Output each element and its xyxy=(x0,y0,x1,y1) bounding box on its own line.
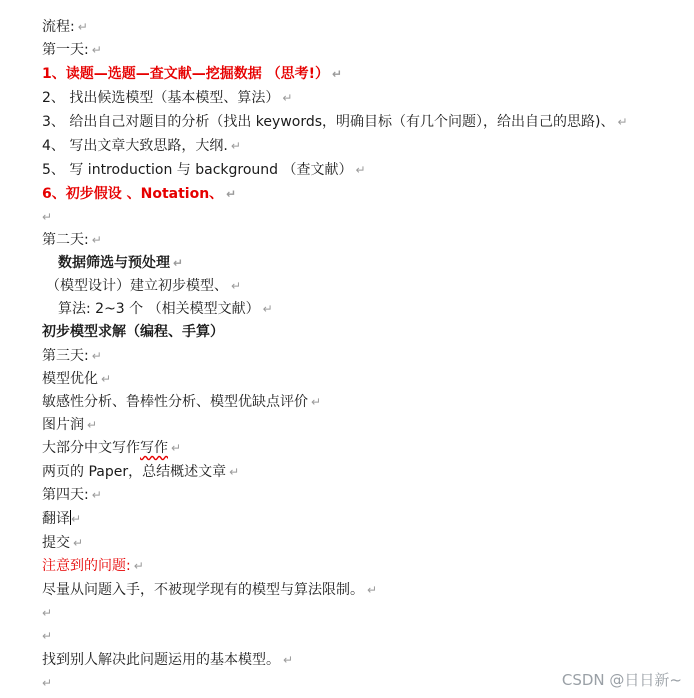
paragraph-mark-icon: ↵ xyxy=(42,629,53,643)
doc-line xyxy=(58,298,273,320)
paragraph-mark-icon: ↵ xyxy=(42,676,53,690)
doc-line xyxy=(58,252,183,274)
line-text: 第四天: xyxy=(42,487,89,503)
paragraph-mark-icon: ↵ xyxy=(91,488,102,502)
doc-line-empty xyxy=(42,625,52,647)
doc-line-highlight xyxy=(42,555,144,577)
paragraph-mark-icon: ↵ xyxy=(71,512,82,526)
line-text: 数据筛选与预处理 xyxy=(58,255,170,271)
doc-line xyxy=(42,159,366,181)
line-text: 第二天: xyxy=(42,232,89,248)
paragraph-mark-icon: ↵ xyxy=(91,233,102,247)
doc-line xyxy=(42,16,88,38)
paragraph-mark-icon: ↵ xyxy=(87,418,98,432)
line-text: 5、 写 introduction 与 background （查文献） xyxy=(42,162,353,178)
line-text: 6、初步假设 、Notation、 xyxy=(42,186,224,202)
doc-line xyxy=(42,39,102,61)
paragraph-mark-icon: ↵ xyxy=(226,187,237,201)
doc-line-highlight xyxy=(42,183,236,205)
paragraph-mark-icon: ↵ xyxy=(229,465,240,479)
line-text: 第一天: xyxy=(42,42,89,58)
doc-line xyxy=(42,368,111,390)
paragraph-mark-icon: ↵ xyxy=(230,139,241,153)
line-text: 1、读题—选题—查文献—挖掘数据 （思考!） xyxy=(42,66,329,82)
doc-line xyxy=(46,275,241,297)
doc-line-empty xyxy=(42,602,52,624)
paragraph-mark-icon: ↵ xyxy=(355,163,366,177)
paragraph-mark-icon: ↵ xyxy=(101,372,112,386)
doc-line xyxy=(42,484,102,506)
paragraph-mark-icon: ↵ xyxy=(173,256,184,270)
doc-line xyxy=(42,649,293,671)
line-text: 提交 xyxy=(42,535,70,551)
line-text: 模型优化 xyxy=(42,371,98,387)
paragraph-mark-icon: ↵ xyxy=(91,43,102,57)
line-text: 图片润 xyxy=(42,417,84,433)
line-text: 找到别人解决此问题运用的基本模型。 xyxy=(42,652,280,668)
doc-line xyxy=(42,229,102,251)
paragraph-mark-icon: ↵ xyxy=(171,441,182,455)
line-text: 大部分中文写作 xyxy=(42,440,140,456)
line-text: 第三天: xyxy=(42,348,89,364)
line-text: 2、 找出候选模型（基本模型、算法） xyxy=(42,90,280,106)
line-text: 初步模型求解（编程、手算） xyxy=(42,324,224,340)
paragraph-mark-icon: ↵ xyxy=(262,302,273,316)
paragraph-mark-icon: ↵ xyxy=(332,67,343,81)
doc-line xyxy=(42,532,83,554)
doc-line xyxy=(42,135,241,157)
doc-line xyxy=(42,579,377,601)
doc-line xyxy=(42,321,224,343)
paragraph-mark-icon: ↵ xyxy=(367,583,378,597)
paragraph-mark-icon: ↵ xyxy=(133,559,144,573)
line-text: 3、 给出自己对题目的分析（找出 keywords，明确目标（有几个问题），给出自己的思路)、 xyxy=(42,114,615,130)
paragraph-mark-icon: ↵ xyxy=(77,20,88,34)
paragraph-mark-icon: ↵ xyxy=(231,279,242,293)
paragraph-mark-icon: ↵ xyxy=(283,653,294,667)
doc-line xyxy=(42,414,97,436)
line-text: 算法: 2~3 个 （相关模型文献） xyxy=(58,301,260,317)
doc-line xyxy=(42,508,81,530)
doc-line xyxy=(42,461,239,483)
line-text: 尽量从问题入手，不被现学现有的模型与算法限制。 xyxy=(42,582,364,598)
line-text: 两页的 Paper，总结概述文章 xyxy=(42,464,227,480)
watermark: CSDN @日日新~ xyxy=(561,671,682,689)
doc-line xyxy=(42,345,102,367)
line-text: 4、 写出文章大致思路，大纲. xyxy=(42,138,228,154)
line-text: 注意到的问题: xyxy=(42,558,131,574)
doc-line-empty xyxy=(42,672,52,694)
paragraph-mark-icon: ↵ xyxy=(42,210,53,224)
line-text: 敏感性分析、鲁棒性分析、模型优缺点评价 xyxy=(42,394,308,410)
paragraph-mark-icon: ↵ xyxy=(311,395,322,409)
doc-line-highlight xyxy=(42,63,342,85)
paragraph-mark-icon: ↵ xyxy=(42,606,53,620)
paragraph-mark-icon: ↵ xyxy=(282,91,293,105)
paragraph-mark-icon: ↵ xyxy=(73,536,84,550)
doc-line xyxy=(42,87,292,109)
line-text: 翻译 xyxy=(42,511,70,527)
line-text: 流程: xyxy=(42,19,75,35)
doc-line xyxy=(42,437,181,459)
doc-line xyxy=(42,111,628,133)
spellcheck-flagged-text[interactable]: 写作 xyxy=(140,440,168,456)
line-text: （模型设计）建立初步模型、 xyxy=(46,278,228,294)
paragraph-mark-icon: ↵ xyxy=(91,349,102,363)
doc-line xyxy=(42,391,321,413)
paragraph-mark-icon: ↵ xyxy=(617,115,628,129)
doc-line-empty xyxy=(42,206,52,228)
